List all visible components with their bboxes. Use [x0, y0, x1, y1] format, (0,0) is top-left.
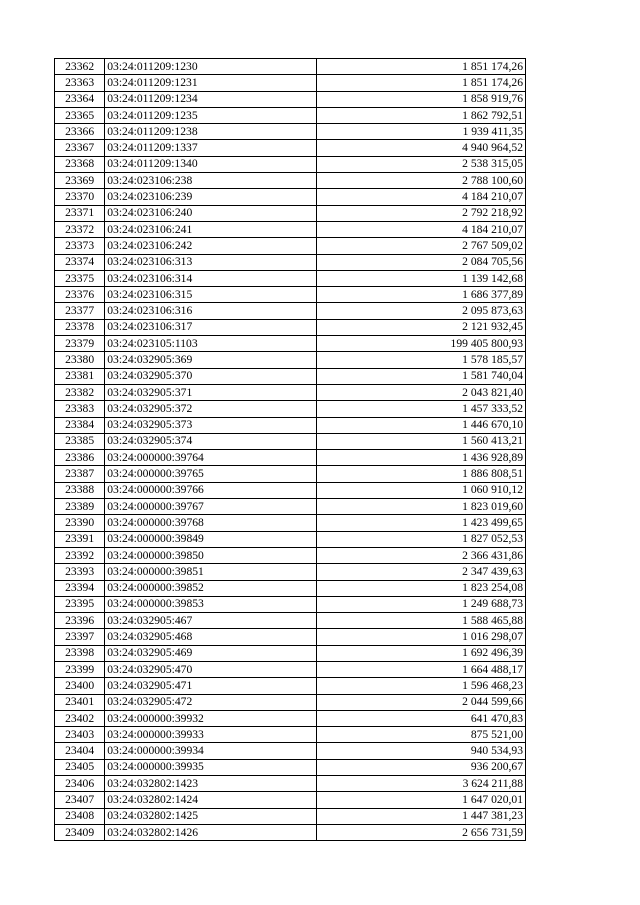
- cadastral-number-cell: 03:24:032905:470: [105, 661, 316, 677]
- table-row: [55, 580, 526, 596]
- cadastral-value-cell: 2 792 218,92: [316, 205, 525, 221]
- row-number-cell: 23373: [55, 238, 105, 254]
- cadastral-number-cell: 03:24:011209:1230: [105, 59, 316, 75]
- cadastral-value-cell: 1 692 496,39: [316, 645, 525, 661]
- cadastral-number-cell: 03:24:023106:240: [105, 205, 316, 221]
- cadastral-number-cell: 03:24:023106:315: [105, 287, 316, 303]
- cadastral-value-table: [54, 58, 526, 841]
- cadastral-number-cell: 03:24:000000:39932: [105, 710, 316, 726]
- table-row: [55, 368, 526, 384]
- table-row: [55, 564, 526, 580]
- cadastral-number-cell: 03:24:023106:316: [105, 303, 316, 319]
- cadastral-number-cell: 03:24:000000:39853: [105, 596, 316, 612]
- table-row: [55, 694, 526, 710]
- row-number-cell: 23383: [55, 401, 105, 417]
- cadastral-number-cell: 03:24:023106:239: [105, 189, 316, 205]
- row-number-cell: 23372: [55, 221, 105, 237]
- cadastral-number-cell: 03:24:023105:1103: [105, 336, 316, 352]
- cadastral-number-cell: 03:24:000000:39851: [105, 564, 316, 580]
- table-row: [55, 173, 526, 189]
- table-row: [55, 221, 526, 237]
- row-number-cell: 23386: [55, 450, 105, 466]
- row-number-cell: 23401: [55, 694, 105, 710]
- cadastral-number-cell: 03:24:032905:469: [105, 645, 316, 661]
- table-row: [55, 140, 526, 156]
- cadastral-number-cell: 03:24:032802:1423: [105, 776, 316, 792]
- table-row: [55, 547, 526, 563]
- row-number-cell: 23409: [55, 824, 105, 840]
- cadastral-value-cell: 1 060 910,12: [316, 482, 525, 498]
- cadastral-value-cell: 1 858 919,76: [316, 91, 525, 107]
- cadastral-number-cell: 03:24:023106:238: [105, 173, 316, 189]
- cadastral-number-cell: 03:24:011209:1238: [105, 124, 316, 140]
- cadastral-number-cell: 03:24:032802:1426: [105, 824, 316, 840]
- row-number-cell: 23403: [55, 727, 105, 743]
- row-number-cell: 23378: [55, 319, 105, 335]
- cadastral-value-cell: 2 538 315,05: [316, 156, 525, 172]
- table-row: [55, 91, 526, 107]
- table-row: [55, 124, 526, 140]
- cadastral-number-cell: 03:24:032905:374: [105, 433, 316, 449]
- table-row: [55, 482, 526, 498]
- table-row: [55, 107, 526, 123]
- row-number-cell: 23399: [55, 661, 105, 677]
- row-number-cell: 23393: [55, 564, 105, 580]
- table-row: [55, 205, 526, 221]
- table-row: [55, 661, 526, 677]
- cadastral-value-cell: 2 366 431,86: [316, 547, 525, 563]
- cadastral-value-cell: 1 939 411,35: [316, 124, 525, 140]
- row-number-cell: 23362: [55, 59, 105, 75]
- cadastral-number-cell: 03:24:032905:467: [105, 613, 316, 629]
- cadastral-number-cell: 03:24:032802:1425: [105, 808, 316, 824]
- cadastral-number-cell: 03:24:023106:242: [105, 238, 316, 254]
- table-row: [55, 710, 526, 726]
- cadastral-number-cell: 03:24:000000:39767: [105, 499, 316, 515]
- row-number-cell: 23394: [55, 580, 105, 596]
- row-number-cell: 23382: [55, 384, 105, 400]
- cadastral-value-cell: 1 647 020,01: [316, 792, 525, 808]
- cadastral-value-cell: 1 446 670,10: [316, 417, 525, 433]
- row-number-cell: 23381: [55, 368, 105, 384]
- table-row: [55, 515, 526, 531]
- row-number-cell: 23407: [55, 792, 105, 808]
- table-row: [55, 433, 526, 449]
- row-number-cell: 23405: [55, 759, 105, 775]
- cadastral-number-cell: 03:24:000000:39849: [105, 531, 316, 547]
- cadastral-value-cell: 1 664 488,17: [316, 661, 525, 677]
- cadastral-value-cell: 1 457 333,52: [316, 401, 525, 417]
- table-row: [55, 466, 526, 482]
- cadastral-number-cell: 03:24:023106:241: [105, 221, 316, 237]
- table-row: [55, 645, 526, 661]
- table-row: [55, 270, 526, 286]
- row-number-cell: 23364: [55, 91, 105, 107]
- cadastral-value-cell: 3 624 211,88: [316, 776, 525, 792]
- table-row: [55, 189, 526, 205]
- cadastral-number-cell: 03:24:000000:39764: [105, 450, 316, 466]
- cadastral-value-cell: 1 862 792,51: [316, 107, 525, 123]
- row-number-cell: 23374: [55, 254, 105, 270]
- table-row: [55, 613, 526, 629]
- cadastral-value-cell: 1 851 174,26: [316, 59, 525, 75]
- row-number-cell: 23379: [55, 336, 105, 352]
- row-number-cell: 23385: [55, 433, 105, 449]
- cadastral-value-cell: 2 084 705,56: [316, 254, 525, 270]
- cadastral-value-cell: 936 200,67: [316, 759, 525, 775]
- cadastral-value-cell: 1 447 381,23: [316, 808, 525, 824]
- table-row: [55, 287, 526, 303]
- row-number-cell: 23392: [55, 547, 105, 563]
- row-number-cell: 23365: [55, 107, 105, 123]
- cadastral-value-cell: 1 436 928,89: [316, 450, 525, 466]
- cadastral-value-cell: 1 139 142,68: [316, 270, 525, 286]
- table-row: [55, 156, 526, 172]
- row-number-cell: 23380: [55, 352, 105, 368]
- row-number-cell: 23375: [55, 270, 105, 286]
- cadastral-value-cell: 2 347 439,63: [316, 564, 525, 580]
- cadastral-value-cell: 2 044 599,66: [316, 694, 525, 710]
- cadastral-number-cell: 03:24:011209:1234: [105, 91, 316, 107]
- table-row: [55, 759, 526, 775]
- row-number-cell: 23370: [55, 189, 105, 205]
- cadastral-value-cell: 1 886 808,51: [316, 466, 525, 482]
- cadastral-value-cell: 199 405 800,93: [316, 336, 525, 352]
- table-row: [55, 238, 526, 254]
- row-number-cell: 23398: [55, 645, 105, 661]
- cadastral-value-cell: 1 823 254,08: [316, 580, 525, 596]
- cadastral-number-cell: 03:24:011209:1235: [105, 107, 316, 123]
- row-number-cell: 23363: [55, 75, 105, 91]
- cadastral-number-cell: 03:24:032905:471: [105, 678, 316, 694]
- cadastral-value-cell: 4 184 210,07: [316, 189, 525, 205]
- table-row: [55, 450, 526, 466]
- cadastral-number-cell: 03:24:032905:372: [105, 401, 316, 417]
- cadastral-value-cell: 2 656 731,59: [316, 824, 525, 840]
- cadastral-value-cell: 1 249 688,73: [316, 596, 525, 612]
- cadastral-value-cell: 4 184 210,07: [316, 221, 525, 237]
- row-number-cell: 23400: [55, 678, 105, 694]
- table-row: [55, 303, 526, 319]
- table-row: [55, 401, 526, 417]
- cadastral-value-cell: 1 581 740,04: [316, 368, 525, 384]
- cadastral-value-cell: 1 596 468,23: [316, 678, 525, 694]
- cadastral-number-cell: 03:24:000000:39933: [105, 727, 316, 743]
- row-number-cell: 23390: [55, 515, 105, 531]
- cadastral-value-cell: 1 823 019,60: [316, 499, 525, 515]
- row-number-cell: 23377: [55, 303, 105, 319]
- table-row: [55, 319, 526, 335]
- cadastral-number-cell: 03:24:032905:369: [105, 352, 316, 368]
- table-row: [55, 792, 526, 808]
- row-number-cell: 23402: [55, 710, 105, 726]
- cadastral-value-cell: 4 940 964,52: [316, 140, 525, 156]
- table-row: [55, 254, 526, 270]
- table-row: [55, 352, 526, 368]
- table-row: [55, 75, 526, 91]
- row-number-cell: 23369: [55, 173, 105, 189]
- cadastral-value-cell: 1 578 185,57: [316, 352, 525, 368]
- cadastral-value-cell: 1 851 174,26: [316, 75, 525, 91]
- cadastral-value-cell: 875 521,00: [316, 727, 525, 743]
- cadastral-number-cell: 03:24:000000:39768: [105, 515, 316, 531]
- cadastral-number-cell: 03:24:023106:313: [105, 254, 316, 270]
- row-number-cell: 23404: [55, 743, 105, 759]
- row-number-cell: 23368: [55, 156, 105, 172]
- cadastral-number-cell: 03:24:032905:370: [105, 368, 316, 384]
- cadastral-value-cell: 940 534,93: [316, 743, 525, 759]
- cadastral-number-cell: 03:24:000000:39935: [105, 759, 316, 775]
- cadastral-number-cell: 03:24:000000:39766: [105, 482, 316, 498]
- cadastral-number-cell: 03:24:032905:468: [105, 629, 316, 645]
- cadastral-number-cell: 03:24:011209:1231: [105, 75, 316, 91]
- cadastral-number-cell: 03:24:000000:39934: [105, 743, 316, 759]
- table-body: [55, 59, 526, 841]
- table-row: [55, 336, 526, 352]
- table-row: [55, 417, 526, 433]
- row-number-cell: 23366: [55, 124, 105, 140]
- table-row: [55, 808, 526, 824]
- row-number-cell: 23396: [55, 613, 105, 629]
- row-number-cell: 23395: [55, 596, 105, 612]
- cadastral-value-cell: 2 095 873,63: [316, 303, 525, 319]
- cadastral-number-cell: 03:24:000000:39852: [105, 580, 316, 596]
- cadastral-number-cell: 03:24:011209:1340: [105, 156, 316, 172]
- row-number-cell: 23391: [55, 531, 105, 547]
- table-row: [55, 531, 526, 547]
- row-number-cell: 23388: [55, 482, 105, 498]
- cadastral-value-cell: 1 588 465,88: [316, 613, 525, 629]
- cadastral-value-cell: 2 767 509,02: [316, 238, 525, 254]
- cadastral-number-cell: 03:24:032905:371: [105, 384, 316, 400]
- table-row: [55, 596, 526, 612]
- row-number-cell: 23406: [55, 776, 105, 792]
- row-number-cell: 23371: [55, 205, 105, 221]
- table-row: [55, 776, 526, 792]
- row-number-cell: 23387: [55, 466, 105, 482]
- cadastral-value-cell: 2 043 821,40: [316, 384, 525, 400]
- row-number-cell: 23408: [55, 808, 105, 824]
- cadastral-value-cell: 2 121 932,45: [316, 319, 525, 335]
- cadastral-value-cell: 1 827 052,53: [316, 531, 525, 547]
- cadastral-value-cell: 641 470,83: [316, 710, 525, 726]
- table-row: [55, 499, 526, 515]
- row-number-cell: 23389: [55, 499, 105, 515]
- row-number-cell: 23397: [55, 629, 105, 645]
- table-row: [55, 824, 526, 840]
- cadastral-number-cell: 03:24:032905:373: [105, 417, 316, 433]
- table-row: [55, 678, 526, 694]
- cadastral-number-cell: 03:24:000000:39765: [105, 466, 316, 482]
- cadastral-value-cell: 1 423 499,65: [316, 515, 525, 531]
- cadastral-value-cell: 1 016 298,07: [316, 629, 525, 645]
- cadastral-number-cell: 03:24:023106:314: [105, 270, 316, 286]
- cadastral-value-cell: 1 560 413,21: [316, 433, 525, 449]
- cadastral-value-cell: 2 788 100,60: [316, 173, 525, 189]
- row-number-cell: 23376: [55, 287, 105, 303]
- cadastral-number-cell: 03:24:000000:39850: [105, 547, 316, 563]
- cadastral-number-cell: 03:24:032802:1424: [105, 792, 316, 808]
- cadastral-value-cell: 1 686 377,89: [316, 287, 525, 303]
- table-row: [55, 59, 526, 75]
- cadastral-number-cell: 03:24:032905:472: [105, 694, 316, 710]
- table-row: [55, 743, 526, 759]
- row-number-cell: 23384: [55, 417, 105, 433]
- table-row: [55, 384, 526, 400]
- cadastral-number-cell: 03:24:011209:1337: [105, 140, 316, 156]
- table-row: [55, 629, 526, 645]
- cadastral-number-cell: 03:24:023106:317: [105, 319, 316, 335]
- row-number-cell: 23367: [55, 140, 105, 156]
- table-row: [55, 727, 526, 743]
